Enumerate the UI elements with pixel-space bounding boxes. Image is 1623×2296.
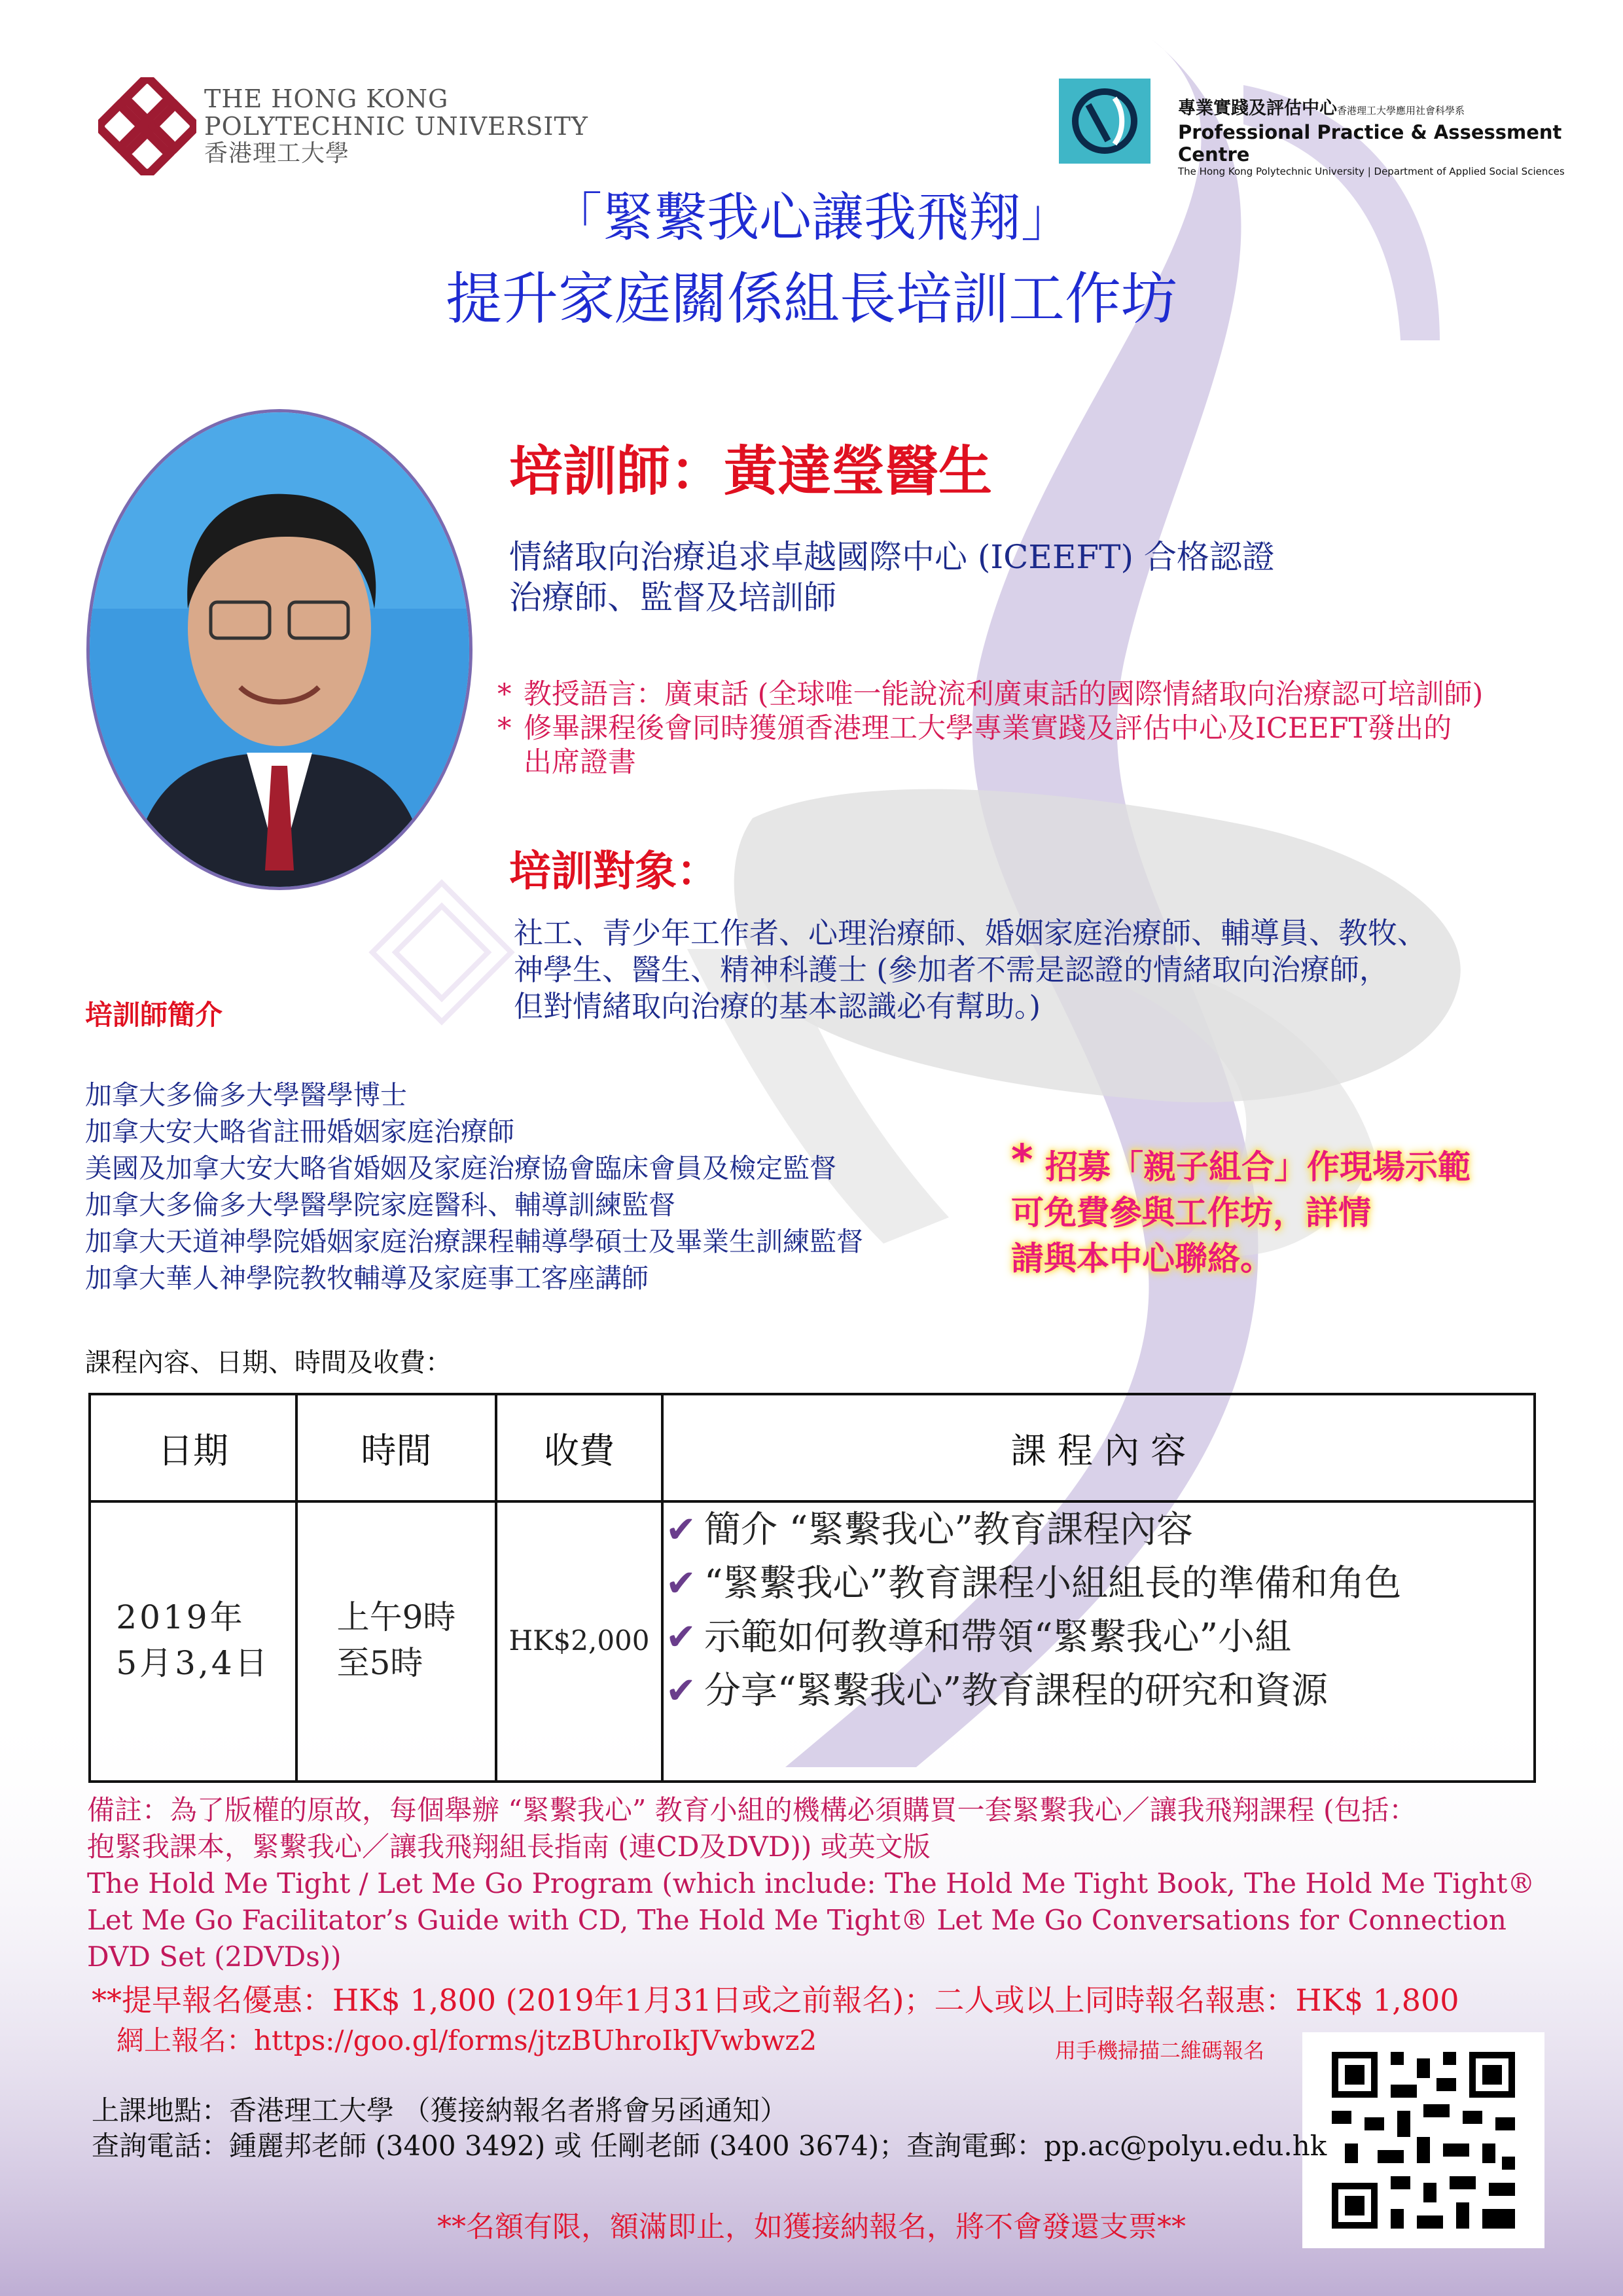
target-audience xyxy=(514,915,1427,1025)
university-name-line2: POLYTECHNIC UNIVERSITY xyxy=(204,112,588,141)
course-fee: HK$2,000 xyxy=(508,1624,650,1657)
trainer-photo xyxy=(86,409,473,890)
checkmark-icon: ✔ xyxy=(666,1562,696,1605)
note-line: 抱緊我課本，緊繫我心／讓我飛翔組長指南 (連CD及DVD)) 或英文版 xyxy=(87,1831,931,1863)
note-item: 修畢課程後會同時獲頒香港理工大學專業實踐及評估中心及ICEEFT發出的 xyxy=(524,712,1452,745)
trainer-heading: 培訓師：黃達瑩醫生 xyxy=(509,440,993,503)
centre-name-zh: 專業實踐及評估中心 xyxy=(1178,98,1337,118)
content-item xyxy=(666,1664,1401,1718)
centre-sub-zh: 香港理工大學應用社會科學系 xyxy=(1337,105,1465,117)
university-name xyxy=(204,85,588,168)
content-item xyxy=(666,1611,1401,1664)
content-item xyxy=(666,1557,1401,1611)
centre-name-en: Professional Practice & Assessment Centre xyxy=(1178,121,1562,166)
note-line: 備註：為了版權的原故，每個舉辦 “緊繫我心” 教育小組的機構必須購買一套緊繫我心／讓我飛翔課程 (包括： xyxy=(87,1794,1417,1826)
recruit-notice xyxy=(1011,1136,1471,1282)
target-line: 但對情緒取向治療的基本認識必有幫助。) xyxy=(514,989,1041,1024)
bio-item: 加拿大安大略省註冊婚姻家庭治療師 xyxy=(85,1116,514,1147)
header-content: 課 程 內 容 xyxy=(1010,1429,1186,1471)
note-item: 出席證書 xyxy=(524,746,636,779)
target-line: 神學生、醫生、精神科護士 (參加者不需是認證的情緒取向治療師， xyxy=(514,952,1389,987)
course-table xyxy=(88,1393,1536,1783)
university-name-zh: 香港理工大學 xyxy=(204,140,350,167)
asterisk-icon: * xyxy=(1011,1136,1033,1185)
content-item-text: 示範如何教導和帶領“緊繫我心”小組 xyxy=(704,1616,1292,1659)
time-line: 至5時 xyxy=(336,1644,423,1682)
bio-item: 加拿大華人神學院教牧輔導及家庭事工客座講師 xyxy=(85,1263,649,1294)
course-time xyxy=(298,1500,495,1780)
time-line: 上午9時 xyxy=(336,1598,456,1636)
target-line: 社工、青少年工作者、心理治療師、婚姻家庭治療師、輔導員、教牧、 xyxy=(514,916,1427,950)
course-heading: 課程內容、日期、時間及收費： xyxy=(85,1348,452,1378)
pac-name xyxy=(1178,98,1623,177)
asterisk-icon: * xyxy=(497,712,512,745)
title-line2: 提升家庭關係組長培訓工作坊 xyxy=(446,266,1177,332)
polyu-logo-icon xyxy=(98,77,196,175)
bio-item: 加拿大天道神學院婚姻家庭治療課程輔導學碩士及畢業生訓練監督 xyxy=(85,1226,863,1257)
early-bird-offer: **提早報名優惠：HK$ 1,800 (2019年1月31日或之前報名)；二人或以上同時報名報惠：HK$ 1,800 xyxy=(92,1982,1459,2018)
course-date xyxy=(91,1500,295,1780)
content-item-text: “緊繫我心”教育課程小組組長的準備和角色 xyxy=(704,1562,1402,1605)
pac-logo-icon xyxy=(1059,79,1150,164)
bio-item: 加拿大多倫多大學醫學院家庭醫科、輔導訓練監督 xyxy=(85,1189,675,1221)
title-line1: 「緊繫我心讓我飛翔」 xyxy=(550,187,1073,248)
asterisk-icon: * xyxy=(497,678,512,711)
venue-line: 上課地點：香港理工大學 （獲接納報名者將會另函通知） xyxy=(92,2094,788,2126)
content-item-text: 分享“緊繫我心”教育課程的研究和資源 xyxy=(704,1670,1329,1712)
centre-sub-en: The Hong Kong Polytechnic University | Department of Applied Social Sciences xyxy=(1178,166,1565,177)
checkmark-icon: ✔ xyxy=(666,1616,696,1659)
recruit-line: 請與本中心聯絡。 xyxy=(1011,1240,1273,1278)
course-content-list xyxy=(666,1503,1401,1718)
date-line: 5月3,4日 xyxy=(116,1644,270,1682)
note-line: Let Me Go Facilitator’s Guide with CD, The Hold Me Tight® Let Me Go Conversations for Connection xyxy=(87,1904,1507,1936)
university-name-line1: THE HONG KONG xyxy=(204,84,449,113)
bio-heading: 培訓師簡介 xyxy=(85,999,223,1031)
qr-caption: 用手機掃描二維碼報名 xyxy=(1055,2038,1265,2063)
bio-item: 美國及加拿大安大略省婚姻及家庭治療協會臨床會員及檢定監督 xyxy=(85,1153,836,1184)
content-item xyxy=(666,1503,1401,1557)
header-time: 時間 xyxy=(361,1429,432,1471)
recruit-line: 招募「親子組合」作現場示範 xyxy=(1045,1148,1471,1186)
checkmark-icon: ✔ xyxy=(666,1670,696,1712)
copyright-notes xyxy=(87,1792,1553,1975)
trainer-notes xyxy=(497,677,1483,780)
contact-line: 查詢電話：鍾麗邦老師 (3400 3492) 或 任剛老師 (3400 3674)；查詢電郵：pp.ac@polyu.edu.hk xyxy=(92,2130,1327,2162)
trainer-credentials xyxy=(509,537,1275,618)
date-line: 2019年 xyxy=(116,1598,245,1636)
content-item-text: 簡介 “緊繫我心”教育課程內容 xyxy=(704,1509,1193,1551)
venue-contact xyxy=(92,2093,1327,2164)
header-fee: 收費 xyxy=(544,1429,615,1471)
note-item: 教授語言：廣東話 (全球唯一能說流利廣東話的國際情緒取向治療認可培訓師) xyxy=(524,678,1484,711)
header-date: 日期 xyxy=(158,1429,228,1471)
recruit-line: 可免費參與工作坊，詳情 xyxy=(1011,1194,1371,1232)
credential-line: 情緒取向治療追求卓越國際中心 (ICEEFT) 合格認證 xyxy=(509,538,1275,576)
asterisk-icon xyxy=(497,745,524,780)
bio-list xyxy=(85,1077,863,1297)
limit-note: **名額有限，額滿即止，如獲接納報名，將不會發還支票** xyxy=(437,2210,1186,2244)
registration-link[interactable]: 網上報名：https://goo.gl/forms/jtzBUhroIkJVwbwz2 xyxy=(116,2024,817,2056)
note-line: The Hold Me Tight / Let Me Go Program (which include: The Hold Me Tight Book, The Hold Me Tight® xyxy=(87,1867,1535,1899)
checkmark-icon: ✔ xyxy=(666,1509,696,1551)
bio-item: 加拿大多倫多大學醫學博士 xyxy=(85,1079,407,1111)
target-heading: 培訓對象： xyxy=(509,848,719,896)
credential-line: 治療師、監督及培訓師 xyxy=(509,579,836,617)
note-line: DVD Set (2DVDs)) xyxy=(87,1941,342,1973)
